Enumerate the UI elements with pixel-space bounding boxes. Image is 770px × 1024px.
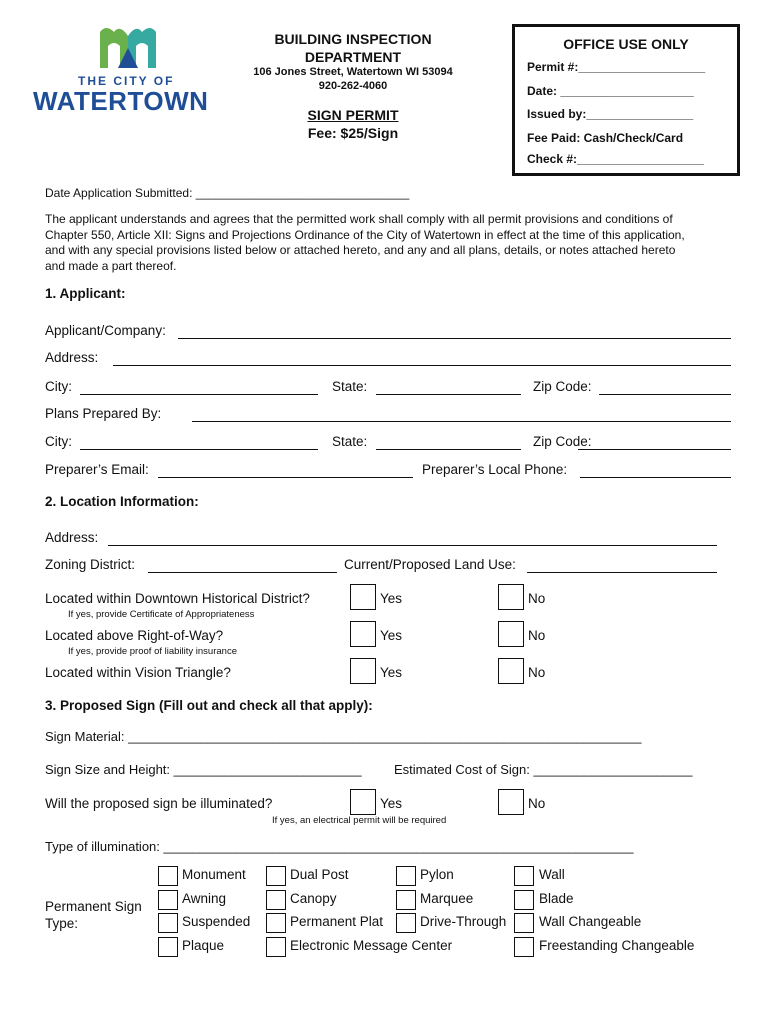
illuminated-yes-checkbox[interactable] bbox=[350, 789, 376, 815]
permit-fee: Fee: $25/Sign bbox=[307, 125, 399, 141]
office-date-field[interactable]: Date: ____________________ bbox=[527, 84, 694, 98]
office-check-field[interactable]: Check #:___________________ bbox=[527, 152, 704, 166]
historical-question: Located within Downtown Historical District? bbox=[45, 591, 310, 606]
type-awning-label: Awning bbox=[182, 891, 227, 906]
dept-address: 106 Jones Street, Watertown WI 53094 bbox=[253, 66, 453, 78]
state-label: State: bbox=[332, 379, 368, 394]
office-permit-field[interactable]: Permit #:___________________ bbox=[527, 60, 706, 74]
date-submitted-field[interactable]: Date Application Submitted: ________________________________ bbox=[45, 186, 410, 200]
vision-question: Located within Vision Triangle? bbox=[45, 665, 231, 680]
phone-input[interactable] bbox=[580, 477, 731, 478]
address-label: Address: bbox=[45, 350, 99, 365]
type-blade-label: Blade bbox=[539, 891, 574, 906]
applicant-label: Applicant/Company: bbox=[45, 323, 166, 338]
historical-no-label: No bbox=[528, 591, 546, 606]
email-input[interactable] bbox=[158, 477, 413, 478]
permanent-sign-type-line: Type: bbox=[45, 916, 79, 931]
office-issued-by-field[interactable]: Issued by:________________ bbox=[527, 107, 694, 121]
type-electronic-label: Electronic Message Center bbox=[290, 938, 453, 953]
type-canopy-label: Canopy bbox=[290, 891, 337, 906]
state2-label: State: bbox=[332, 434, 368, 449]
type-marquee-checkbox[interactable] bbox=[396, 890, 416, 910]
type-monument-label: Monument bbox=[182, 867, 246, 882]
applicant-input[interactable] bbox=[178, 338, 731, 339]
type-monument-checkbox[interactable] bbox=[158, 866, 178, 886]
type-plaque-checkbox[interactable] bbox=[158, 937, 178, 957]
illuminated-no-checkbox[interactable] bbox=[498, 789, 524, 815]
city2-input[interactable] bbox=[80, 449, 318, 450]
vision-yes-checkbox[interactable] bbox=[350, 658, 376, 684]
address-input[interactable] bbox=[113, 365, 731, 366]
zip-label: Zip Code: bbox=[533, 379, 592, 394]
row-no-checkbox[interactable] bbox=[498, 621, 524, 647]
permanent-sign-type-label bbox=[45, 898, 142, 932]
agreement-line: The applicant understands and agrees that the permitted work shall comply with all permit provisions and conditions of bbox=[45, 212, 673, 226]
plans-by-input[interactable] bbox=[192, 421, 731, 422]
type-marquee-label: Marquee bbox=[420, 891, 474, 906]
illumination-type-field[interactable]: Type of illumination: _________________________________________________________________ bbox=[45, 839, 634, 854]
type-suspended-checkbox[interactable] bbox=[158, 913, 178, 933]
historical-yes-label: Yes bbox=[380, 591, 403, 606]
city-logo-mark bbox=[96, 22, 160, 70]
type-blade-checkbox[interactable] bbox=[514, 890, 534, 910]
permit-title: SIGN PERMIT bbox=[307, 107, 399, 123]
agreement-line: and with any special provisions listed below or attached hereto, and any and all plans, details, or notes attached hereto bbox=[45, 243, 676, 257]
city2-label: City: bbox=[45, 434, 72, 449]
row-yes-checkbox[interactable] bbox=[350, 621, 376, 647]
type-pylon-checkbox[interactable] bbox=[396, 866, 416, 886]
type-wall-changeable-label: Wall Changeable bbox=[539, 914, 642, 929]
land-use-input[interactable] bbox=[527, 572, 717, 573]
type-dual-post-label: Dual Post bbox=[290, 867, 349, 882]
phone-label: Preparer’s Local Phone: bbox=[422, 462, 568, 477]
loc-address-label: Address: bbox=[45, 530, 99, 545]
type-plaque-label: Plaque bbox=[182, 938, 225, 953]
illuminated-no-label: No bbox=[528, 796, 546, 811]
office-fee-paid: Fee Paid: Cash/Check/Card bbox=[527, 131, 684, 145]
zip2-label: Zip Code: bbox=[533, 434, 592, 449]
email-label: Preparer’s Email: bbox=[45, 462, 149, 477]
vision-yes-label: Yes bbox=[380, 665, 403, 680]
illuminated-note: If yes, an electrical permit will be required bbox=[272, 815, 447, 826]
dept-contact bbox=[238, 65, 468, 93]
type-awning-checkbox[interactable] bbox=[158, 890, 178, 910]
type-wall-label: Wall bbox=[539, 867, 565, 882]
vision-no-checkbox[interactable] bbox=[498, 658, 524, 684]
illuminated-yes-label: Yes bbox=[380, 796, 403, 811]
agreement-line: Chapter 550, Article XII: Signs and Projections Ordinance of the City of Watertown in effect at the time of this application, bbox=[45, 227, 685, 242]
dept-title-line1: BUILDING INSPECTION bbox=[274, 31, 432, 47]
land-use-label: Current/Proposed Land Use: bbox=[344, 557, 516, 572]
loc-address-input[interactable] bbox=[108, 545, 717, 546]
agreement-line: and made a part thereof. bbox=[45, 258, 177, 273]
row-note: If yes, provide proof of liability insurance bbox=[68, 646, 237, 657]
historical-yes-checkbox[interactable] bbox=[350, 584, 376, 610]
type-wall-checkbox[interactable] bbox=[514, 866, 534, 886]
section1-title: 1. Applicant: bbox=[45, 286, 126, 301]
type-wall-changeable-checkbox[interactable] bbox=[514, 913, 534, 933]
historical-note: If yes, provide Certificate of Appropriateness bbox=[68, 609, 255, 620]
type-pylon-label: Pylon bbox=[420, 867, 454, 882]
vision-no-label: No bbox=[528, 665, 546, 680]
office-use-title: OFFICE USE ONLY bbox=[563, 36, 689, 52]
type-electronic-checkbox[interactable] bbox=[266, 937, 286, 957]
zip-input[interactable] bbox=[599, 394, 731, 395]
permanent-sign-type-line: Permanent Sign bbox=[45, 899, 142, 914]
logo-top-text: THE CITY OF bbox=[78, 74, 175, 88]
type-canopy-checkbox[interactable] bbox=[266, 890, 286, 910]
agreement-text bbox=[45, 212, 685, 274]
row-yes-label: Yes bbox=[380, 628, 403, 643]
zip2-input[interactable] bbox=[578, 449, 731, 450]
type-drive-through-label: Drive-Through bbox=[420, 914, 507, 929]
row-question: Located above Right-of-Way? bbox=[45, 628, 224, 643]
office-use-box bbox=[512, 24, 740, 176]
type-freestanding-checkbox[interactable] bbox=[514, 937, 534, 957]
type-freestanding-label: Freestanding Changeable bbox=[539, 938, 695, 953]
state-input[interactable] bbox=[376, 394, 521, 395]
row-no-label: No bbox=[528, 628, 546, 643]
sign-cost-field[interactable]: Estimated Cost of Sign: ______________________ bbox=[394, 762, 693, 777]
type-dual-post-checkbox[interactable] bbox=[266, 866, 286, 886]
type-permanent-plat-checkbox[interactable] bbox=[266, 913, 286, 933]
dept-title bbox=[238, 30, 468, 66]
section2-title: 2. Location Information: bbox=[45, 494, 199, 509]
city-input[interactable] bbox=[80, 394, 318, 395]
type-permanent-plat-label: Permanent Plat bbox=[290, 914, 384, 929]
logo-main-text: WATERTOWN bbox=[33, 86, 209, 116]
type-drive-through-checkbox[interactable] bbox=[396, 913, 416, 933]
section3-title: 3. Proposed Sign (Fill out and check all that apply): bbox=[45, 698, 373, 713]
dept-title-line2: DEPARTMENT bbox=[304, 49, 402, 65]
sign-material-field[interactable]: Sign Material: _______________________________________________________________________ bbox=[45, 729, 642, 744]
zoning-label: Zoning District: bbox=[45, 557, 136, 572]
dept-phone: 920-262-4060 bbox=[318, 80, 388, 92]
illuminated-question: Will the proposed sign be illuminated? bbox=[45, 796, 273, 811]
type-suspended-label: Suspended bbox=[182, 914, 251, 929]
state2-input[interactable] bbox=[376, 449, 521, 450]
plans-by-label: Plans Prepared By: bbox=[45, 406, 162, 421]
permit-heading bbox=[238, 106, 468, 142]
city-label: City: bbox=[45, 379, 72, 394]
zoning-input[interactable] bbox=[148, 572, 337, 573]
sign-size-field[interactable]: Sign Size and Height: __________________________ bbox=[45, 762, 362, 777]
historical-no-checkbox[interactable] bbox=[498, 584, 524, 610]
